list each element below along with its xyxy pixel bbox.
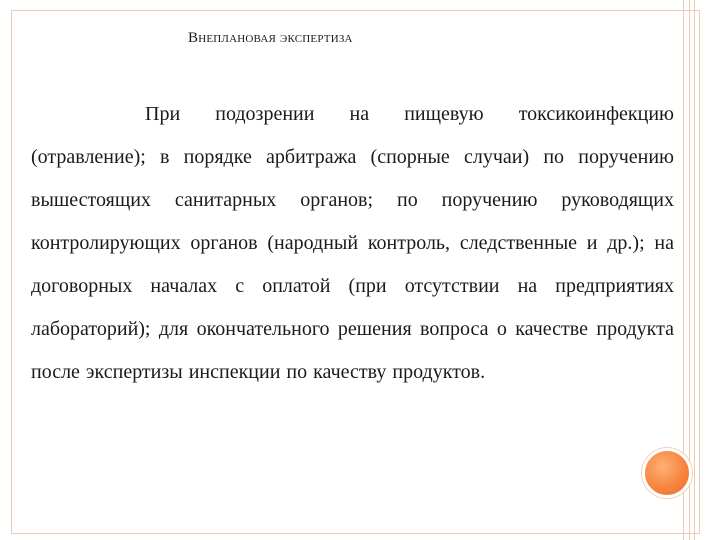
slide-body-text: При подозрении на пищевую токсикоинфекцию (отравление); в порядке арбитража (спорные случаи) по поручению вышестоящих санитарных органов; по поручению руководящих контролирующих органов (народный контроль, следственные и др.); на договорных началах с оплатой (при отсутствии на предприятиях лабораторий); для окончательного решения вопроса о качестве продукта после экспертизы инспекции по качеству продуктов. (31, 103, 674, 383)
orange-circle-decoration (642, 448, 692, 498)
decor-line (689, 0, 690, 540)
decor-line (694, 0, 695, 540)
slide-title: Внеплановая экспертиза (188, 30, 353, 46)
